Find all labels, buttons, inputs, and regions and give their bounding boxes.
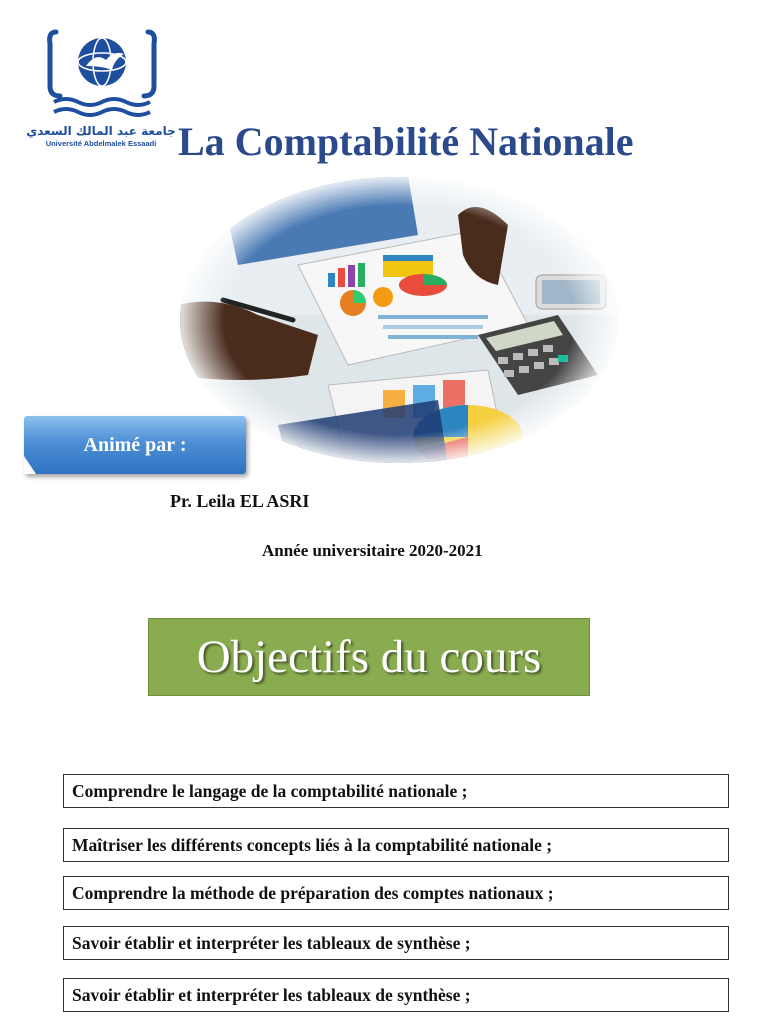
academic-year: Année universitaire 2020-2021 bbox=[262, 541, 483, 560]
objective-item: Savoir établir et interpréter les tableaux de synthèse ; bbox=[63, 926, 729, 960]
objectives-heading-box bbox=[148, 618, 590, 696]
objective-item: Comprendre la méthode de préparation des comptes nationaux ; bbox=[63, 876, 729, 910]
university-latin-name: Université Abdelmalek Essaadi bbox=[45, 139, 157, 148]
presenter-badge-label: Animé par : bbox=[83, 433, 187, 456]
presenter-name: Pr. Leila EL ASRI bbox=[170, 491, 310, 511]
objective-item: Savoir établir et interpréter les tableaux de synthèse ; bbox=[63, 978, 729, 1012]
presenter-badge bbox=[24, 416, 246, 474]
university-arabic-name: جامعة عبد المالك السعدي bbox=[26, 124, 176, 138]
badge-notch-decoration bbox=[24, 456, 36, 474]
objective-item: Comprendre le langage de la comptabilité nationale ; bbox=[63, 774, 729, 808]
page-title: La Comptabilité Nationale bbox=[178, 119, 634, 164]
university-logo bbox=[26, 26, 176, 154]
objectives-title: Objectifs du cours bbox=[196, 631, 542, 683]
objective-item: Maîtriser les différents concepts liés à la comptabilité nationale ; bbox=[63, 828, 729, 862]
university-emblem-icon bbox=[26, 26, 176, 124]
